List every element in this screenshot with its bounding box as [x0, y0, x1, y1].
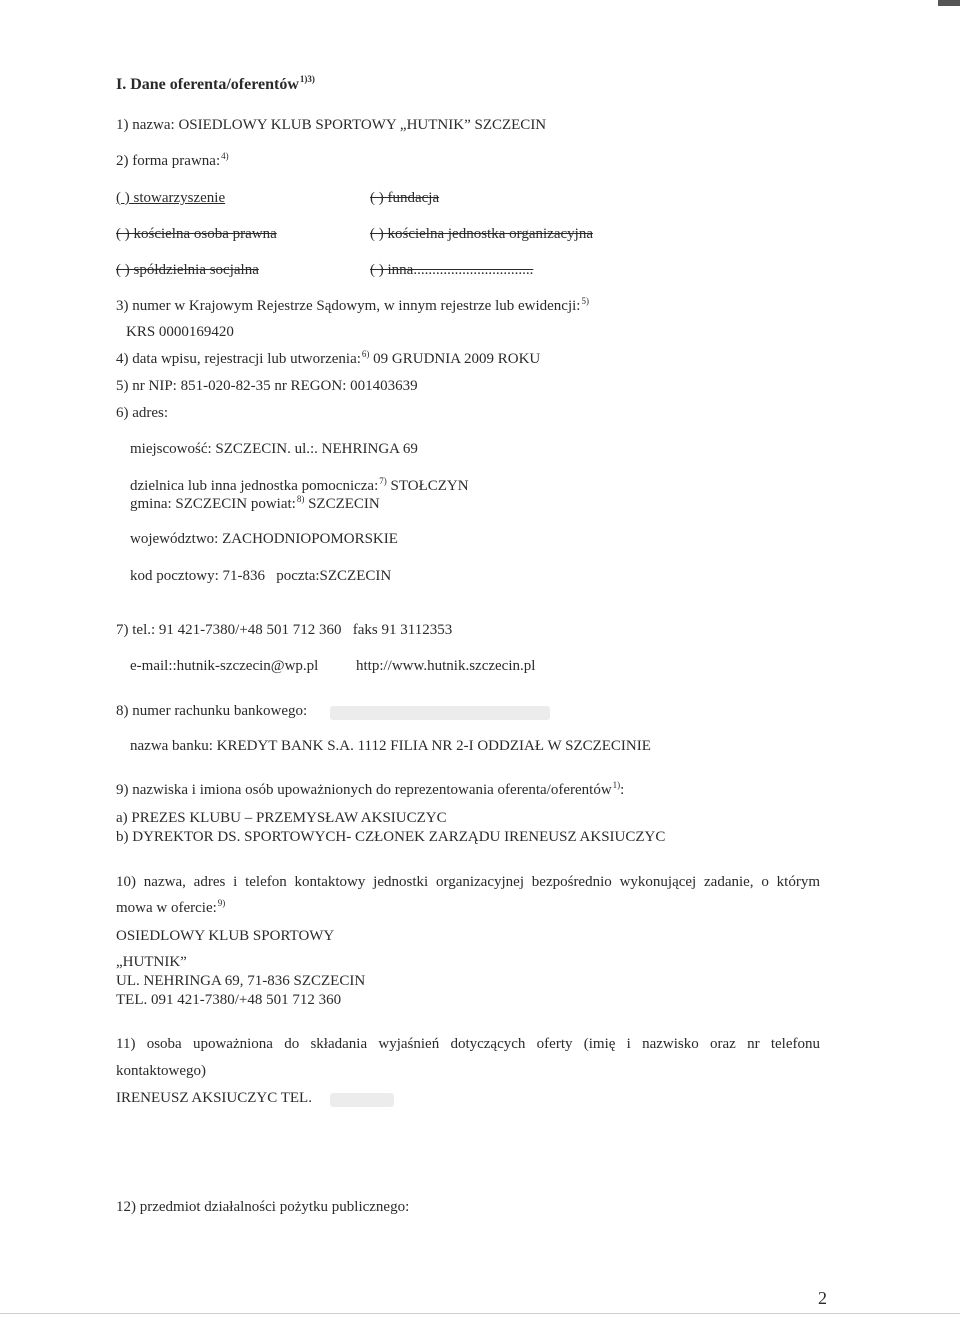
- redacted-account: [330, 706, 550, 720]
- page-bottom-rule: [0, 1313, 960, 1314]
- item-9-representatives: 9) nazwiska i imiona osób upoważnionych do reprezentowania oferenta/oferentów$^{1)}$:: [116, 780, 625, 798]
- item-1-name: 1) nazwa: OSIEDLOWY KLUB SPORTOWY „HUTNIK” SZCZECIN: [116, 117, 547, 133]
- contact-email: e-mail::hutnik-szczecin@wp.pl: [130, 658, 319, 674]
- legal-form-koscielna-osoba: ( ) kościelna osoba prawna: [116, 226, 277, 242]
- unit-phone: TEL. 091 421-7380/+48 501 712 360: [116, 992, 342, 1008]
- item-5-nip-regon: 5) nr NIP: 851-020-82-35 nr REGON: 001403639: [116, 378, 418, 394]
- address-postal: kod pocztowy: 71-836 poczta:SZCZECIN: [130, 568, 392, 584]
- representative-b: b) DYREKTOR DS. SPORTOWYCH- CZŁONEK ZARZĄDU IRENEUSZ AKSIUCZYC: [116, 829, 666, 845]
- representative-a: a) PREZES KLUBU – PRZEMYSŁAW AKSIUCZYC: [116, 810, 447, 826]
- unit-address: UL. NEHRINGA 69, 71-836 SZCZECIN: [116, 973, 366, 989]
- legal-form-koscielna-jednostka: ( ) kościelna jednostka organizacyjna: [370, 226, 593, 242]
- item-8-bank-account: 8) numer rachunku bankowego:: [116, 703, 308, 719]
- legal-form-stowarzyszenie: ( ) stowarzyszenie: [116, 190, 226, 206]
- address-voivodeship: województwo: ZACHODNIOPOMORSKIE: [130, 531, 398, 547]
- item-2-legal-form: 2) forma prawna:$^{4)}$: [116, 151, 229, 169]
- item-7-phone-fax: 7) tel.: 91 421-7380/+48 501 712 360 faks 91 3112353: [116, 622, 453, 638]
- section-title: I. Dane oferenta/oferentów$^{1)3)}$: [116, 74, 315, 93]
- address-gmina-powiat: gmina: SZCZECIN powiat:$^{8)}$ SZCZECIN: [130, 494, 380, 512]
- legal-form-spoldzielnia: ( ) spółdzielnia socjalna: [116, 262, 259, 278]
- item-6-address: 6) adres:: [116, 405, 169, 421]
- unit-name-line1: OSIEDLOWY KLUB SPORTOWY: [116, 928, 335, 944]
- address-district: dzielnica lub inna jednostka pomocnicza:$^{7)}$ STOŁCZYN: [130, 476, 469, 494]
- page-number: 2: [818, 1288, 827, 1308]
- krs-number: KRS 0000169420: [126, 324, 234, 340]
- item-11-contact-person: 11) osoba upoważniona do składania wyjaśnień dotyczących oferty (imię i nazwisko oraz nr telefonu: [116, 1036, 820, 1052]
- item-10-unit: 10) nazwa, adres i telefon kontaktowy jednostki organizacyjnej bezpośrednio wykonującej zadanie, o którym: [116, 874, 820, 890]
- item-4-date: 4) data wpisu, rejestracji lub utworzenia:$^{6)}$ 09 GRUDNIA 2009 ROKU: [116, 349, 541, 367]
- contact-person-name: IRENEUSZ AKSIUCZYC TEL.: [116, 1090, 312, 1106]
- contact-website: http://www.hutnik.szczecin.pl: [356, 658, 536, 674]
- legal-form-fundacja: ( ) fundacja: [370, 190, 440, 206]
- item-12-activity: 12) przedmiot działalności pożytku publicznego:: [116, 1199, 410, 1215]
- scan-corner-mark: [938, 0, 960, 6]
- unit-name-line2: „HUTNIK”: [116, 954, 187, 970]
- redacted-phone: [330, 1093, 394, 1107]
- legal-form-inna: ( ) inna................................: [370, 262, 534, 278]
- item-3-register: 3) numer w Krajowym Rejestrze Sądowym, w innym rejestrze lub ewidencji:$^{5)}$: [116, 296, 589, 314]
- address-city-street: miejscowość: SZCZECIN. ul.:. NEHRINGA 69: [130, 441, 418, 457]
- item-11-continuation: kontaktowego): [116, 1063, 206, 1079]
- item-10-continuation: mowa w ofercie:$^{9)}$: [116, 898, 226, 916]
- bank-name: nazwa banku: KREDYT BANK S.A. 1112 FILIA NR 2-I ODDZIAŁ W SZCZECINIE: [130, 738, 651, 754]
